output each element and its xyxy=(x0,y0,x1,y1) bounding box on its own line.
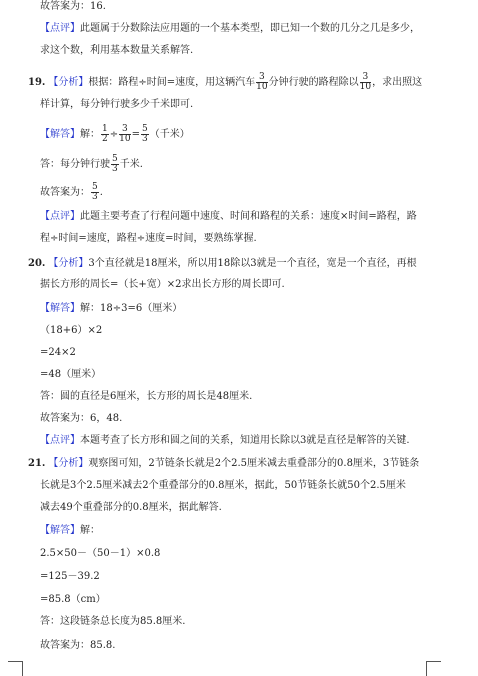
fraction xyxy=(101,125,109,144)
fraction xyxy=(256,73,267,92)
comment-tag: 【点评】 xyxy=(40,435,80,446)
q21-solution-line xyxy=(40,525,100,537)
answer-text: 千米. xyxy=(119,159,143,170)
fraction-numerator: 1 xyxy=(102,124,108,134)
fraction xyxy=(91,183,99,202)
solution-text: 解：18÷3=6（厘米） xyxy=(80,303,183,314)
q21-analysis-line xyxy=(28,458,419,470)
q19-answer-line xyxy=(40,155,143,174)
q21-step: =85.8（cm） xyxy=(40,594,106,605)
q19-comment-line xyxy=(40,211,417,223)
fraction xyxy=(119,125,130,144)
comment-text: 此题属于分数除法应用题的一个基本类型，即已知一个数的几分之几是多少， xyxy=(80,23,420,34)
question-number: 20. xyxy=(28,258,46,269)
answer-text: 答：每分钟行驶 xyxy=(40,159,110,170)
q19-analysis-line-2: 样计算，每分钟行驶多少千米即可. xyxy=(40,99,194,110)
q21-step: 2.5×50－（50－1）×0.8 xyxy=(40,548,161,559)
solution-tag: 【解答】 xyxy=(40,303,80,314)
q20-step: =24×2 xyxy=(40,347,76,358)
q20-analysis-line-2: 据长方形的周长=（长+宽）×2求出长方形的周长即可. xyxy=(40,279,285,290)
question-number: 19. xyxy=(28,77,46,88)
comment-tag: 【点评】 xyxy=(40,211,80,222)
fraction-denominator: 2 xyxy=(102,134,108,144)
analysis-tag: 【分析】 xyxy=(48,458,89,469)
fraction-denominator: 10 xyxy=(359,82,372,92)
operator: ÷ xyxy=(109,129,119,140)
q20-answer-line: 答：圆的直径是6厘米，长方形的周长是48厘米. xyxy=(40,391,253,402)
q20-solution-line xyxy=(40,303,182,315)
solution-tag: 【解答】 xyxy=(40,525,80,536)
fraction-denominator: 3 xyxy=(112,164,118,174)
corner-mark xyxy=(8,661,23,676)
fraction-denominator: 3 xyxy=(141,134,148,144)
answer-line: 故答案为：16. xyxy=(40,1,106,12)
q20-analysis-line xyxy=(28,258,417,270)
unit: （千米） xyxy=(149,129,190,140)
q20-step: （18+6）×2 xyxy=(40,325,103,336)
analysis-text: ，求出照这 xyxy=(372,77,423,88)
fraction-denominator: 10 xyxy=(256,82,268,92)
q21-analysis-line-3: 减去49个重叠部分的0.8厘米，据此解答. xyxy=(40,502,222,513)
q21-analysis-line-2: 长就是3个2.5厘米减去2个重叠部分的0.8厘米，据此，50节链条长就50个2.5厘米 xyxy=(40,480,406,491)
q20-final-answer-line: 故答案为：6，48. xyxy=(40,413,123,424)
fraction-numerator: 3 xyxy=(360,73,371,83)
operator: = xyxy=(131,129,140,140)
corner-mark xyxy=(426,661,441,676)
analysis-tag: 【分析】 xyxy=(48,258,89,269)
final-answer-text: 故答案为： xyxy=(40,187,90,198)
analysis-text: 观察图可知，2节链条长就是2个2.5厘米减去重叠部分的0.8厘米，3节链条 xyxy=(88,458,420,469)
solution-text: 解： xyxy=(80,129,100,140)
fraction-numerator: 5 xyxy=(141,124,148,134)
comment-line-2: 求这个数，利用基本数量关系解答. xyxy=(40,45,194,56)
q20-comment-line xyxy=(40,435,410,447)
solution-tag: 【解答】 xyxy=(40,129,80,140)
comment-text: 此题主要考查了行程问题中速度、时间和路程的关系：速度×时间=路程，路 xyxy=(80,211,417,222)
q21-final-answer-line: 故答案为：85.8. xyxy=(40,640,116,651)
fraction-numerator: 3 xyxy=(119,125,130,135)
q19-final-answer-line xyxy=(40,183,103,202)
fraction-numerator: 5 xyxy=(112,154,118,164)
fraction xyxy=(111,155,119,174)
analysis-tag: 【分析】 xyxy=(48,77,89,88)
analysis-text: 根据：路程÷时间=速度，用这辆汽车 xyxy=(88,77,256,88)
fraction xyxy=(141,125,149,144)
q19-solution-line xyxy=(40,125,190,144)
comment-text: 本题考查了长方形和圆之间的关系，知道用长除以3就是直径是解答的关键. xyxy=(80,435,410,446)
fraction-numerator: 3 xyxy=(256,73,267,83)
fraction-numerator: 5 xyxy=(92,182,98,192)
fraction xyxy=(360,73,371,92)
q19-analysis-line xyxy=(28,73,422,92)
comment-tag: 【点评】 xyxy=(40,23,80,34)
analysis-text: 3个直径就是18厘米，所以用18除以3就是一个直径，宽是一个直径，再根 xyxy=(88,258,417,269)
analysis-text: 分钟行驶的路程除以 xyxy=(268,77,359,88)
q19-comment-line-2: 程÷时间=速度，路程÷速度=时间，要熟练掌握. xyxy=(40,233,257,244)
comment-line xyxy=(40,23,420,35)
q21-step: =125－39.2 xyxy=(40,571,100,582)
final-answer-text: . xyxy=(99,187,103,198)
fraction-denominator: 3 xyxy=(92,192,98,202)
question-number: 21. xyxy=(28,458,46,469)
q20-step: =48（厘米） xyxy=(40,369,102,380)
solution-text: 解： xyxy=(80,525,100,536)
q21-answer-line: 答：这段链条总长度为85.8厘米. xyxy=(40,616,186,627)
fraction-denominator: 10 xyxy=(119,134,131,144)
